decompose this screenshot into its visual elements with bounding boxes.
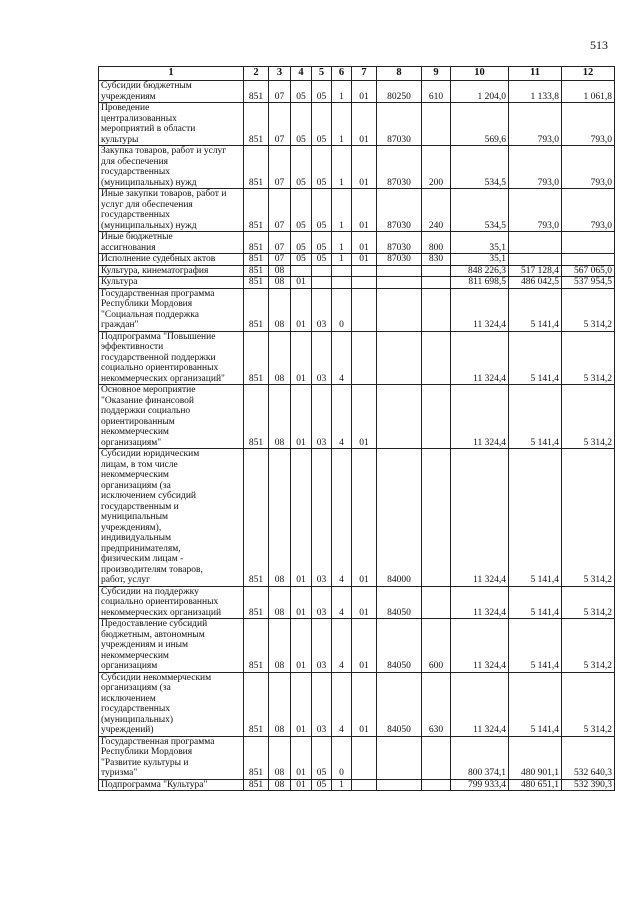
table-row bbox=[99, 331, 615, 385]
table-cell: 851 bbox=[244, 81, 269, 103]
table-cell: 01 bbox=[291, 449, 312, 587]
table-cell: 793,0 bbox=[562, 189, 615, 232]
table-cell: 08 bbox=[269, 736, 291, 779]
table-cell: 851 bbox=[244, 619, 269, 673]
table-row bbox=[99, 385, 615, 449]
row-name-cell: Культура bbox=[99, 277, 244, 289]
table-cell: 05 bbox=[291, 254, 312, 266]
table-cell: 793,0 bbox=[562, 103, 615, 146]
table-cell: 793,0 bbox=[562, 146, 615, 189]
table-cell bbox=[562, 232, 615, 254]
table-row bbox=[99, 103, 615, 146]
table-row bbox=[99, 146, 615, 189]
table-row bbox=[99, 449, 615, 587]
table-cell: 07 bbox=[269, 232, 291, 254]
table-cell: 07 bbox=[269, 254, 291, 266]
table-cell: 01 bbox=[291, 736, 312, 779]
column-header: 4 bbox=[291, 67, 312, 81]
row-name-cell: Исполнение судебных актов bbox=[99, 254, 244, 266]
table-cell: 851 bbox=[244, 385, 269, 449]
table-cell: 240 bbox=[422, 189, 451, 232]
table-cell: 534,5 bbox=[451, 189, 509, 232]
table-cell: 1 bbox=[332, 81, 352, 103]
column-header: 6 bbox=[332, 67, 352, 81]
table-cell: 851 bbox=[244, 331, 269, 385]
table-cell: 1 bbox=[332, 103, 352, 146]
table-cell bbox=[422, 736, 451, 779]
table-cell: 07 bbox=[269, 146, 291, 189]
column-header: 12 bbox=[562, 67, 615, 81]
table-cell: 05 bbox=[291, 146, 312, 189]
table-cell: 03 bbox=[312, 672, 332, 736]
table-cell: 01 bbox=[291, 288, 312, 331]
row-name-cell: Государственная программа Республики Мордовия "Социальная поддержка граждан" bbox=[99, 288, 244, 331]
table-cell bbox=[377, 385, 422, 449]
table-cell: 87030 bbox=[377, 103, 422, 146]
table-cell: 480 901,1 bbox=[509, 736, 562, 779]
column-header: 3 bbox=[269, 67, 291, 81]
table-cell: 01 bbox=[352, 232, 377, 254]
table-cell: 851 bbox=[244, 103, 269, 146]
table-cell: 811 698,5 bbox=[451, 277, 509, 289]
table-cell: 03 bbox=[312, 331, 332, 385]
table-cell: 84050 bbox=[377, 672, 422, 736]
row-name-cell: Предоставление субсидий бюджетным, автономным учреждениям и иным некоммерческим организациям bbox=[99, 619, 244, 673]
table-cell: 01 bbox=[291, 672, 312, 736]
table-cell: 1 061,8 bbox=[562, 81, 615, 103]
table-cell: 03 bbox=[312, 619, 332, 673]
table-cell: 35,1 bbox=[451, 254, 509, 266]
table-cell bbox=[352, 288, 377, 331]
table-cell: 1 bbox=[332, 254, 352, 266]
table-cell: 567 065,0 bbox=[562, 265, 615, 277]
table-cell: 05 bbox=[312, 103, 332, 146]
table-cell: 05 bbox=[312, 736, 332, 779]
table-cell: 08 bbox=[269, 672, 291, 736]
table-cell: 05 bbox=[291, 103, 312, 146]
table-cell: 01 bbox=[291, 779, 312, 791]
table-cell: 5 141,4 bbox=[509, 619, 562, 673]
table-cell bbox=[422, 586, 451, 619]
table-cell: 05 bbox=[291, 189, 312, 232]
table-cell: 03 bbox=[312, 586, 332, 619]
table-cell: 5 314,2 bbox=[562, 586, 615, 619]
table-cell bbox=[422, 449, 451, 587]
table-cell: 01 bbox=[352, 81, 377, 103]
table-cell bbox=[377, 736, 422, 779]
table-cell: 610 bbox=[422, 81, 451, 103]
table-cell: 84050 bbox=[377, 586, 422, 619]
table-cell: 800 bbox=[422, 232, 451, 254]
table-cell: 4 bbox=[332, 586, 352, 619]
table-cell: 800 374,1 bbox=[451, 736, 509, 779]
table-cell: 05 bbox=[312, 254, 332, 266]
row-name-cell: Культура, кинематография bbox=[99, 265, 244, 277]
table-cell: 517 128,4 bbox=[509, 265, 562, 277]
table-cell: 01 bbox=[352, 449, 377, 587]
table-cell: 793,0 bbox=[509, 146, 562, 189]
row-name-cell: Иные закупки товаров, работ и услуг для обеспечения государственных (муниципальных) нужд bbox=[99, 189, 244, 232]
table-cell bbox=[332, 265, 352, 277]
table-cell: 01 bbox=[352, 103, 377, 146]
row-name-cell: Закупка товаров, работ и услуг для обеспечения государственных (муниципальных) нужд bbox=[99, 146, 244, 189]
row-name-cell: Подпрограмма "Повышение эффективности государственной поддержки социально ориентированных некоммерческих организаций" bbox=[99, 331, 244, 385]
table-cell: 01 bbox=[352, 619, 377, 673]
table-cell: 5 314,2 bbox=[562, 672, 615, 736]
table-row bbox=[99, 779, 615, 791]
table-cell: 01 bbox=[352, 385, 377, 449]
table-cell: 1 bbox=[332, 232, 352, 254]
column-header: 11 bbox=[509, 67, 562, 81]
table-cell: 01 bbox=[352, 146, 377, 189]
table-cell: 4 bbox=[332, 619, 352, 673]
table-cell: 08 bbox=[269, 619, 291, 673]
table-cell: 4 bbox=[332, 449, 352, 587]
table-cell: 851 bbox=[244, 189, 269, 232]
table-cell: 4 bbox=[332, 385, 352, 449]
table-cell: 5 314,2 bbox=[562, 331, 615, 385]
column-header: 10 bbox=[451, 67, 509, 81]
table-cell: 11 324,4 bbox=[451, 331, 509, 385]
table-cell: 1 bbox=[332, 146, 352, 189]
table-cell: 537 954,5 bbox=[562, 277, 615, 289]
table-cell bbox=[352, 265, 377, 277]
table-cell: 851 bbox=[244, 779, 269, 791]
table-cell: 87030 bbox=[377, 254, 422, 266]
header-row bbox=[99, 67, 615, 81]
table-cell bbox=[562, 254, 615, 266]
column-header: 9 bbox=[422, 67, 451, 81]
table-cell: 08 bbox=[269, 385, 291, 449]
table-cell: 532 640,3 bbox=[562, 736, 615, 779]
table-cell: 08 bbox=[269, 277, 291, 289]
table-cell: 851 bbox=[244, 265, 269, 277]
table-row bbox=[99, 288, 615, 331]
table-cell: 5 141,4 bbox=[509, 449, 562, 587]
table-cell: 87030 bbox=[377, 189, 422, 232]
table-cell: 5 141,4 bbox=[509, 288, 562, 331]
table-cell bbox=[422, 277, 451, 289]
table-cell: 01 bbox=[352, 672, 377, 736]
row-name-cell: Проведение централизованных мероприятий в области культуры bbox=[99, 103, 244, 146]
table-cell: 799 933,4 bbox=[451, 779, 509, 791]
table-cell bbox=[422, 103, 451, 146]
table-cell: 84050 bbox=[377, 619, 422, 673]
table-cell: 0 bbox=[332, 736, 352, 779]
row-name-cell: Субсидии некоммерческим организациям (за исключением государственных (муниципальных) учреждений) bbox=[99, 672, 244, 736]
table-cell: 793,0 bbox=[509, 103, 562, 146]
table-cell: 05 bbox=[312, 189, 332, 232]
table-cell: 851 bbox=[244, 277, 269, 289]
table-cell: 01 bbox=[291, 277, 312, 289]
table-cell: 80250 bbox=[377, 81, 422, 103]
row-name-cell: Государственная программа Республики Мордовия "Развитие культуры и туризма" bbox=[99, 736, 244, 779]
table-cell: 5 314,2 bbox=[562, 385, 615, 449]
table-cell bbox=[509, 254, 562, 266]
table-cell: 1 204,0 bbox=[451, 81, 509, 103]
table-cell: 05 bbox=[312, 81, 332, 103]
table-row bbox=[99, 189, 615, 232]
table-cell bbox=[422, 779, 451, 791]
table-cell: 08 bbox=[269, 449, 291, 587]
row-name-cell: Основное мероприятие "Оказание финансовой поддержки социально ориентированным некоммерческим организациям" bbox=[99, 385, 244, 449]
table-cell: 851 bbox=[244, 449, 269, 587]
table-body bbox=[99, 81, 615, 791]
table-row bbox=[99, 81, 615, 103]
table-cell bbox=[291, 265, 312, 277]
table-cell: 851 bbox=[244, 586, 269, 619]
table-row bbox=[99, 265, 615, 277]
table-cell: 4 bbox=[332, 331, 352, 385]
budget-table bbox=[98, 66, 615, 791]
table-cell: 851 bbox=[244, 288, 269, 331]
table-row bbox=[99, 619, 615, 673]
table-row bbox=[99, 277, 615, 289]
table-cell: 11 324,4 bbox=[451, 619, 509, 673]
column-header: 1 bbox=[99, 67, 244, 81]
column-header: 8 bbox=[377, 67, 422, 81]
table-cell: 03 bbox=[312, 449, 332, 587]
table-cell: 534,5 bbox=[451, 146, 509, 189]
table-cell: 851 bbox=[244, 146, 269, 189]
table-cell bbox=[422, 385, 451, 449]
table-cell: 480 651,1 bbox=[509, 779, 562, 791]
table-cell: 5 141,4 bbox=[509, 586, 562, 619]
table-cell: 07 bbox=[269, 189, 291, 232]
table-cell: 84000 bbox=[377, 449, 422, 587]
table-cell: 11 324,4 bbox=[451, 288, 509, 331]
table-cell: 07 bbox=[269, 81, 291, 103]
table-cell: 05 bbox=[312, 146, 332, 189]
table-cell: 07 bbox=[269, 103, 291, 146]
table-cell bbox=[312, 277, 332, 289]
table-cell bbox=[332, 277, 352, 289]
table-cell bbox=[377, 265, 422, 277]
table-row bbox=[99, 254, 615, 266]
table-cell: 5 314,2 bbox=[562, 288, 615, 331]
table-cell: 851 bbox=[244, 254, 269, 266]
table-cell bbox=[422, 288, 451, 331]
table-cell: 05 bbox=[291, 232, 312, 254]
table-row bbox=[99, 672, 615, 736]
table-cell: 08 bbox=[269, 265, 291, 277]
table-cell: 11 324,4 bbox=[451, 385, 509, 449]
table-cell: 0 bbox=[332, 288, 352, 331]
table-cell bbox=[352, 331, 377, 385]
table-cell: 11 324,4 bbox=[451, 672, 509, 736]
table-cell: 4 bbox=[332, 672, 352, 736]
table-cell: 11 324,4 bbox=[451, 449, 509, 587]
row-name-cell: Подпрограмма "Культура" bbox=[99, 779, 244, 791]
table-row bbox=[99, 736, 615, 779]
table-cell: 200 bbox=[422, 146, 451, 189]
table-cell: 5 314,2 bbox=[562, 449, 615, 587]
table-cell: 01 bbox=[291, 385, 312, 449]
table-cell: 03 bbox=[312, 385, 332, 449]
table-cell: 486 042,5 bbox=[509, 277, 562, 289]
table-cell: 848 226,3 bbox=[451, 265, 509, 277]
table-cell: 630 bbox=[422, 672, 451, 736]
row-name-cell: Иные бюджетные ассигнования bbox=[99, 232, 244, 254]
table-cell bbox=[352, 779, 377, 791]
table-cell: 05 bbox=[312, 779, 332, 791]
table-cell: 1 133,8 bbox=[509, 81, 562, 103]
row-name-cell: Субсидии бюджетным учреждениям bbox=[99, 81, 244, 103]
table-cell: 532 390,3 bbox=[562, 779, 615, 791]
table-cell: 5 314,2 bbox=[562, 619, 615, 673]
table-cell: 87030 bbox=[377, 146, 422, 189]
table-cell: 08 bbox=[269, 779, 291, 791]
table-cell: 08 bbox=[269, 331, 291, 385]
table-cell: 08 bbox=[269, 586, 291, 619]
table-cell: 600 bbox=[422, 619, 451, 673]
row-name-cell: Субсидии юридическим лицам, в том числе некоммерческим организациям (за исключением субсидий государственным и муниципальным учреждениям), индивидуальным предпринимателям, физическим лицам - производителям товаров, работ, услуг bbox=[99, 449, 244, 587]
table-row bbox=[99, 232, 615, 254]
table-cell: 569,6 bbox=[451, 103, 509, 146]
table-cell: 05 bbox=[312, 232, 332, 254]
table-cell bbox=[422, 331, 451, 385]
table-cell: 5 141,4 bbox=[509, 672, 562, 736]
table-cell: 11 324,4 bbox=[451, 586, 509, 619]
table-cell: 08 bbox=[269, 288, 291, 331]
table-cell bbox=[352, 277, 377, 289]
table-cell: 01 bbox=[291, 586, 312, 619]
table-cell: 35,1 bbox=[451, 232, 509, 254]
table-cell: 01 bbox=[291, 331, 312, 385]
table-cell: 87030 bbox=[377, 232, 422, 254]
table-cell bbox=[377, 288, 422, 331]
table-cell: 01 bbox=[352, 254, 377, 266]
column-header: 5 bbox=[312, 67, 332, 81]
table-cell bbox=[377, 277, 422, 289]
table-cell bbox=[377, 331, 422, 385]
column-header: 7 bbox=[352, 67, 377, 81]
table-cell: 793,0 bbox=[509, 189, 562, 232]
table-cell bbox=[352, 736, 377, 779]
table-cell: 851 bbox=[244, 736, 269, 779]
table-cell: 03 bbox=[312, 288, 332, 331]
table-cell bbox=[422, 265, 451, 277]
page-number: 513 bbox=[590, 38, 608, 52]
table-cell: 01 bbox=[352, 586, 377, 619]
table-cell bbox=[312, 265, 332, 277]
table-cell: 1 bbox=[332, 779, 352, 791]
column-header: 2 bbox=[244, 67, 269, 81]
table-cell: 01 bbox=[291, 619, 312, 673]
table-cell: 830 bbox=[422, 254, 451, 266]
table-cell: 5 141,4 bbox=[509, 385, 562, 449]
table-cell: 851 bbox=[244, 672, 269, 736]
table-cell: 5 141,4 bbox=[509, 331, 562, 385]
row-name-cell: Субсидии на поддержку социально ориентированных некоммерческих организаций bbox=[99, 586, 244, 619]
table-cell bbox=[377, 779, 422, 791]
table-cell: 05 bbox=[291, 81, 312, 103]
table-cell: 01 bbox=[352, 189, 377, 232]
table-cell: 851 bbox=[244, 232, 269, 254]
table-cell bbox=[509, 232, 562, 254]
table-cell: 1 bbox=[332, 189, 352, 232]
table-row bbox=[99, 586, 615, 619]
